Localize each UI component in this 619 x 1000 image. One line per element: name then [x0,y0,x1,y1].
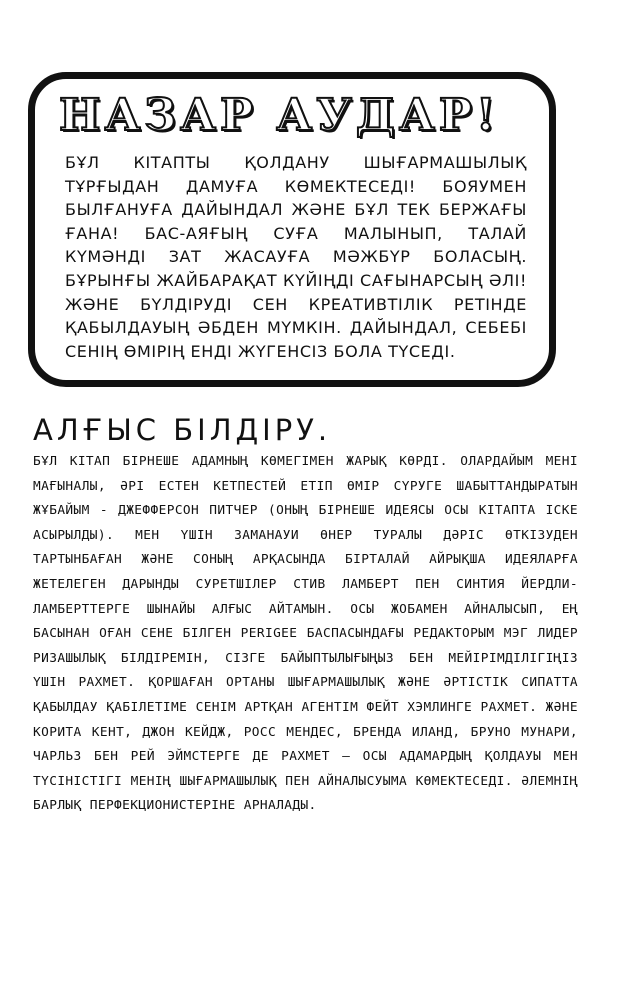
warning-title: НАЗАР АУДАР! [59,90,500,141]
warning-text: БҰЛ КІТАПТЫ ҚОЛДАНУ ШЫҒАРМАШЫЛЫҚ ТҰРҒЫДАН ДАМУҒА КӨМЕКТЕСЕДІ! БОЯУМЕН БЫЛҒАНУҒА ДАЙЫНДАЛ ЖӘНЕ БҰЛ ТЕК БЕРЖАҒЫ ҒАНА! БАС-АЯҒЫҢ СУҒА МАЛЫНЫП, ТАЛАЙ КҮМӘНДІ ЗАТ ЖАСАУҒА МӘЖБҮР БОЛАСЫҢ. БҰРЫНҒЫ ЖАЙБАРАҚАТ КҮЙІҢДІ САҒЫНАРСЫҢ ӘЛІ! ЖӘНЕ БҮЛДІРУДІ СЕН КРЕАТИВТІЛІК РЕТІНДЕ ҚАБЫЛДАУЫҢ ӘБДЕН МҮМКІН. ДАЙЫНДАЛ, СЕБЕБІ СЕНІҢ ӨМІРІҢ ЕНДІ ЖҮГЕНСІЗ БОЛА ТҮСЕДІ. [65,153,527,361]
acknowledgements-text: БҰЛ КІТАП БІРНЕШЕ АДАМНЫҢ КӨМЕГІМЕН ЖАРЫҚ КӨРДІ. ОЛАРДАЙЫМ МЕНІ МАҒЫНАЛЫ, ӘРІ ЕСТЕН КЕТПЕСТЕЙ ЕТІП ӨМІР СҮРУГЕ ШАБЫТТАНДЫРАТЫН ЖҰБАЙЫМ - ДЖЕФФЕРСОН ПИТЧЕР (ОНЫҢ БІРНЕШЕ ИДЕЯСЫ ОСЫ КІТАПТА ІСКЕ АСЫРЫЛДЫ). МЕН ҮШІН ЗАМАНАУИ ӨНЕР ТУРАЛЫ ДӘРІС ӨТКІЗУДЕН ТАРТЫНБАҒАН ЖӘНЕ СОНЫҢ АРҚАСЫНДА БІРТАЛАЙ АЙРЫҚША ИДЕЯЛАРҒА ЖЕТЕЛЕГЕН ДАРЫНДЫ СУРЕТШІЛЕР СТИВ ЛАМБЕРТ ПЕН СИНТИЯ ЙЕРДЛИ-ЛАМБЕРТТЕРГЕ ШЫНАЙЫ АЛҒЫС АЙТАМЫН. ОСЫ ЖОБАМЕН АЙНАЛЫСЫП, ЕҢ БАСЫНАН ОҒАН СЕНЕ БІЛГЕН PERIGEE БАСПАСЫНДАҒЫ РЕДАКТОРЫМ МЭГ ЛИДЕР РИЗАШЫЛЫҚ БІЛДІРЕМІН, СІЗГЕ БАЙЫПТЫЛЫҒЫҢЫЗ БЕН МЕЙІРІМДІЛІГІҢІЗ ҮШІН РАХМЕТ. ҚОРШАҒАН ОРТАНЫ ШЫҒАРМАШЫЛЫҚ ЖӘНЕ ӘРТІСТІК СИПАТТА ҚАБЫЛДАУ ҚАБІЛЕТІМЕ СЕНІМ АРТҚАН АГЕНТІМ ФЕЙТ ХЭМЛИНГЕ РАХМЕТ. ЖӘНЕ КОРИТА КЕНТ, ДЖОН КЕЙДЖ, РОСС МЕНДЕС, БРЕНДА ИЛАНД, БРУНО МУНАРИ, ЧАРЛЬЗ БЕН РЕЙ ЭЙМСТЕРГЕ ДЕ РАХМЕТ – ОСЫ АДАМАРДЫҢ ҚОЛДАУЫ МЕН ТҮСІНІСТІГІ МЕНІҢ ШЫҒАРМАШЫЛЫҚ ПЕН АЙНАЛЫСУЫМА КӨМЕКТЕСЕДІ. ӘЛЕМНІҢ БАРЛЫҚ ПЕРФЕКЦИОНИСТЕРІНЕ АРНАЛАДЫ. [33,454,578,814]
acknowledgements-title: АЛҒЫС БІЛДІРУ. [33,413,332,447]
warning-box [28,72,556,387]
